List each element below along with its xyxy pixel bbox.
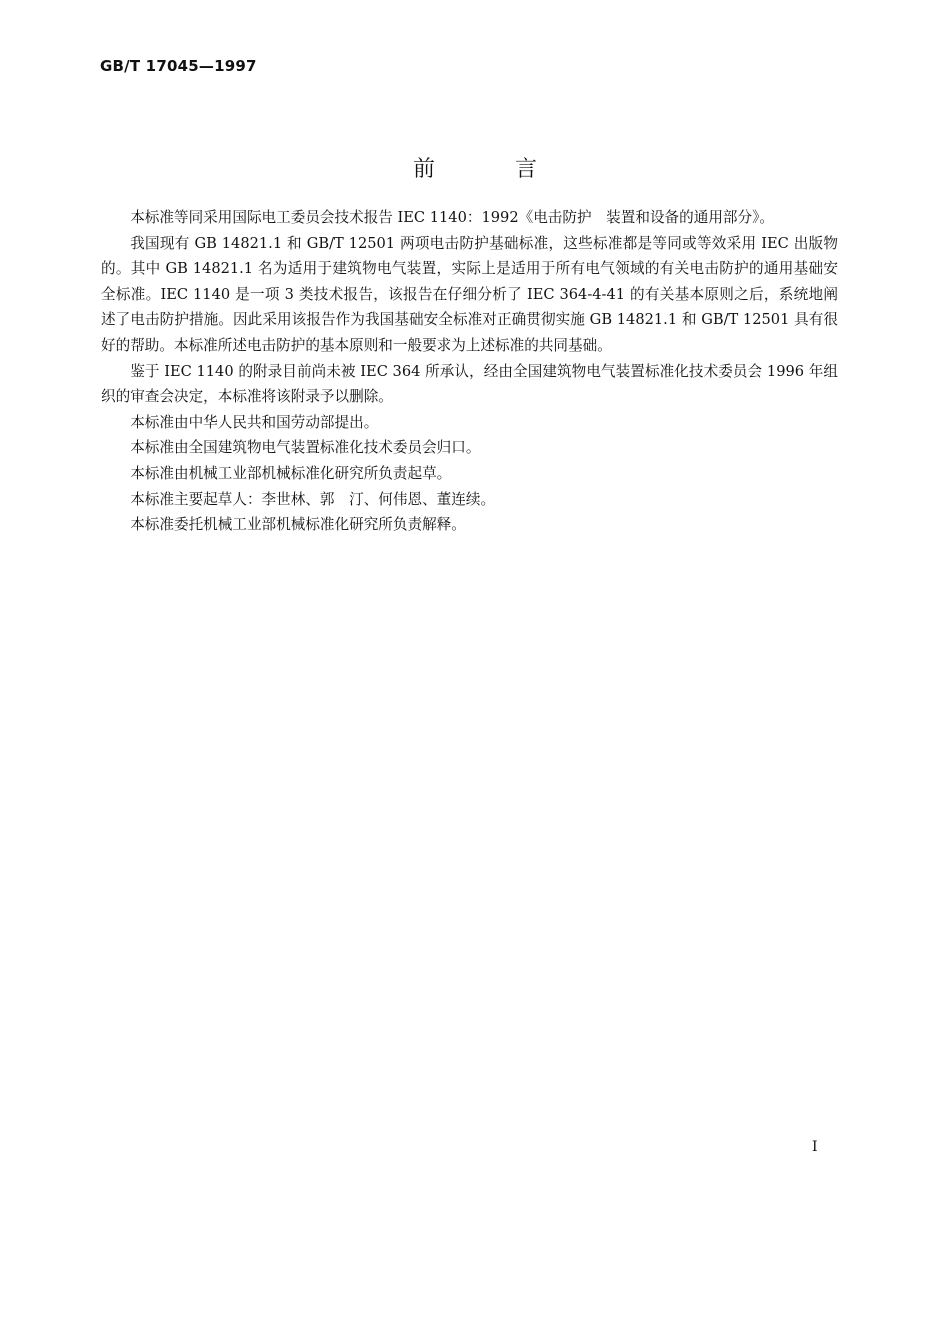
foreword-paragraph-adoption: 本标准等同采用国际电工委员会技术报告 IEC 1140：1992《电击防护 装置和设备的通用部分》。 bbox=[130, 209, 775, 226]
page-number: I bbox=[812, 1139, 818, 1155]
foreword-paragraph-background: 我国现有 GB 14821.1 和 GB/T 12501 两项电击防护基础标准，这些标准都是等同或等效采用 IEC 出版物的。其中 GB 14821.1 名为适用于建筑物电气装置，实际上是适用于所有电气领域的有关电击防护的通用基础安全标准。IEC 1140 是一项 3 类技术报告，该报告在仔细分析了 IEC 364-4-41 的有关基本原则之后，系统地阐述了电击防护措施。因此采用该报告作为我国基础安全标准对正确贯彻实施 GB 14821.1 和 GB/T 12501 具有很好的帮助。本标准所述电击防护的基本原则和一般要求为上述标准的共同基础。 bbox=[101, 234, 838, 354]
foreword-paragraph-drafters: 本标准主要起草人：李世林、郭 汀、何伟恩、董连续。 bbox=[130, 490, 496, 508]
foreword-paragraph-proposer: 本标准由中华人民共和国劳动部提出。 bbox=[130, 413, 379, 431]
foreword-paragraph-annex-removal: 鉴于 IEC 1140 的附录目前尚未被 IEC 364 所承认，经由全国建筑物电气装置标准化技术委员会 1996 年组织的审查会决定，本标准将该附录予以删除。 bbox=[101, 362, 838, 406]
standard-code-header: GB/T 17045—1997 bbox=[100, 57, 257, 75]
foreword-paragraph-drafting-unit: 本标准由机械工业部机械标准化研究所负责起草。 bbox=[130, 464, 452, 482]
foreword-body bbox=[101, 205, 838, 538]
foreword-paragraph-interpretation: 本标准委托机械工业部机械标准化研究所负责解释。 bbox=[130, 516, 466, 534]
foreword-paragraph-centralized: 本标准由全国建筑物电气装置标准化技术委员会归口。 bbox=[130, 439, 481, 457]
foreword-title: 前言 bbox=[412, 157, 617, 182]
